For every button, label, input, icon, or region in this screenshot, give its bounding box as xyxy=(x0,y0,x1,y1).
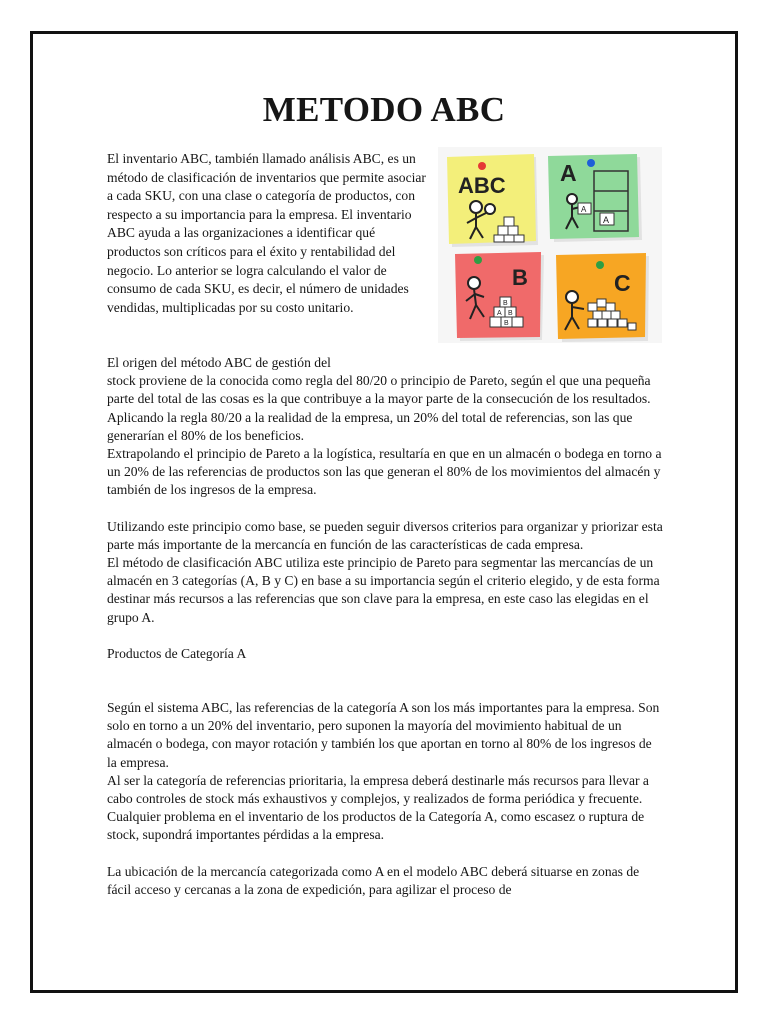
box-label: B xyxy=(503,300,508,307)
box-label: A xyxy=(497,310,502,317)
paragraph-spacer xyxy=(107,627,664,645)
note-abc-paper xyxy=(447,154,536,244)
category-a-heading: Productos de Categoría A xyxy=(107,645,247,661)
note-c-label: C xyxy=(614,270,631,296)
paragraph-spacer xyxy=(107,845,664,863)
pushpin-icon xyxy=(596,261,604,269)
box-label: B xyxy=(504,320,509,327)
criteria-paragraph: Utilizando este principio como base, se pueden seguir diversos criterios para organizar y priorizar esta parte más importante de la mercancía en función de las características de cada empresa. xyxy=(107,518,663,552)
carried-box-icon xyxy=(578,203,591,214)
note-abc-label: ABC xyxy=(458,173,506,198)
classification-paragraph: El método de clasificación ABC utiliza este principio de Pareto para segmentar las mercancías de un almacén en 3 categorías (A, B y C) en base a su importancia según el criterio elegido, y de esta forma destinar más recursos a las referencias que son clave para la empresa, en este caso las elegidas en el grupo A. xyxy=(107,555,660,625)
category-a-paragraph-3: Cualquier problema en el inventario de los productos de la Categoría A, como escasez o ruptura de stock, supondrá importantes pérdidas a la empresa. xyxy=(107,809,645,843)
box-label: B xyxy=(508,310,513,317)
origin-paragraph xyxy=(107,354,664,445)
origin-rest: stock proviene de la conocida como regla del 80/20 o principio de Pareto, según el que una pequeña parte del total de las cosas es la que contribuye a la mayor parte de la consecución de los resultados. Aplicando la regla 80/20 a la realidad de la empresa, un 20% del total de referencias, son las que generarían el 80% de los beneficios. xyxy=(107,373,651,443)
category-a-paragraph-2: Al ser la categoría de referencias prioritaria, la empresa deberá destinarle más recursos para llevar a cabo controles de stock más exhaustivos y complejos, y realizados de forma periódica y frecuente. xyxy=(107,772,649,807)
sticky-note-c xyxy=(556,253,649,342)
document-body xyxy=(107,354,664,899)
origin-first-line: El origen del método ABC de gestión del xyxy=(107,355,331,370)
sticky-note-abc xyxy=(447,154,538,247)
pushpin-icon xyxy=(587,159,595,167)
paragraph-spacer xyxy=(107,500,664,518)
sticky-note-a xyxy=(548,154,642,242)
abc-illustration xyxy=(438,147,662,343)
pushpin-icon xyxy=(478,162,486,170)
intro-paragraph: El inventario ABC, también llamado análisis ABC, es un método de clasificación de inventarios que permite asociar a cada SKU, con una clase o categoría de productos, con respecto a su importancia para la empresa. El inventario ABC ayuda a las organizaciones a identificar qué productos son críticos para el éxito y rentabilidad del negocio. Lo anterior se logra calculando el valor de consumo de cada SKU, es decir, el número de unidades vendidas, multiplicadas por su costo unitario. xyxy=(107,151,426,315)
svg-text:A: A xyxy=(603,215,610,225)
location-paragraph: La ubicación de la mercancía categorizada como A en el modelo ABC deberá situarse en zonas de fácil acceso y cercanas a la zona de expedición, para agilizar el proceso de xyxy=(107,863,640,897)
box-label-icon xyxy=(600,213,614,225)
paragraph-spacer xyxy=(107,663,664,699)
sticky-note-b xyxy=(455,252,544,341)
pareto-logistics-paragraph: Extrapolando el principio de Pareto a la logística, resultaría en que en un almacén o bodega en torno a un 20% de las referencias de productos son las que generan el 80% de los movimientos del almacén y también de los ingresos de la empresa. xyxy=(107,446,662,498)
pushpin-icon xyxy=(474,256,482,264)
note-b-label: B xyxy=(512,265,528,290)
note-a-label: A xyxy=(560,160,577,186)
category-a-paragraph-1: Según el sistema ABC, las referencias de la categoría A son los más importantes para la empresa. Son solo en torno a un 20% del inventario, pero suponen la mayoría del movimiento habitual de un almacén o bodega, con mayor rotación y también los que aportan en torno al 80% de los ingresos de la empresa. xyxy=(107,700,660,770)
svg-text:A: A xyxy=(581,205,587,214)
page-title: METODO ABC xyxy=(262,90,506,129)
